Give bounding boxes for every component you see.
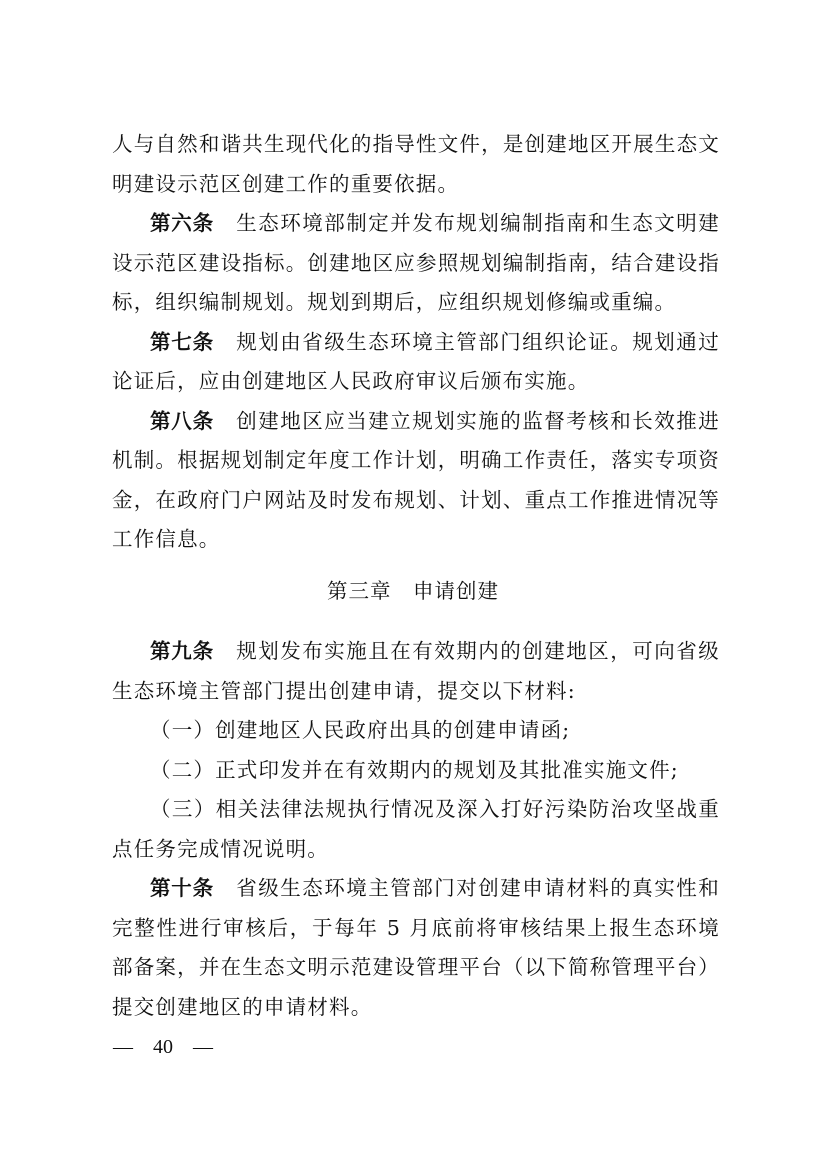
lower-text-block [112, 632, 720, 1027]
article-6-text: 生态环境部制定并发布规划编制指南和生态文明建设示范区建设指标。创建地区应参照规划编制指南，结合建设指标，组织编制规划。规划到期后，应组织规划修编或重编。 [112, 211, 721, 314]
list-item-2: （二）正式印发并在有效期内的规划及其批准实施文件; [150, 757, 679, 782]
upper-text-block [112, 125, 720, 560]
article-10-label: 第十条 [150, 876, 214, 900]
page-number: — 40 — [113, 1036, 213, 1058]
article-8 [112, 402, 720, 560]
article-9 [112, 632, 720, 711]
article-8-text: 创建地区应当建立规划实施的监督考核和长效推进机制。根据规划制定年度工作计划，明确工作责任，落实专项资金，在政府门户网站及时发布规划、计划、重点工作推进情况等工作信息。 [112, 408, 721, 551]
continued-paragraph: 人与自然和谐共生现代化的指导性文件，是创建地区开展生态文明建设示范区创建工作的重要依据。 [112, 132, 720, 196]
list-item-3: （三）相关法律法规执行情况及深入打好污染防治攻坚战重点任务完成情况说明。 [112, 797, 720, 861]
article-10 [112, 869, 720, 1027]
chapter-title: 第三章 申请创建 [327, 579, 499, 603]
article-9-text: 规划发布实施且在有效期内的创建地区，可向省级生态环境主管部门提出创建申请，提交以下材料: [112, 639, 721, 703]
article-10-text: 省级生态环境主管部门对创建申请材料的真实性和完整性进行审核后，于每年 5 月底前将审核结果上报生态环境部备案，并在生态文明示范建设管理平台（以下简称管理平台）提交创建地区的申请材料。 [112, 876, 721, 1019]
article-7-label: 第七条 [150, 329, 214, 354]
article-7-text: 规划由省级生态环境主管部门组织论证。规划通过论证后，应由创建地区人民政府审议后颁布实施。 [112, 329, 721, 393]
list-item-1: （一）创建地区人民政府出具的创建申请函; [150, 718, 571, 742]
article-7 [112, 323, 720, 402]
article-6-label: 第六条 [150, 211, 214, 235]
article-8-label: 第八条 [150, 408, 214, 433]
article-9-label: 第九条 [150, 639, 214, 663]
article-6 [112, 204, 720, 323]
